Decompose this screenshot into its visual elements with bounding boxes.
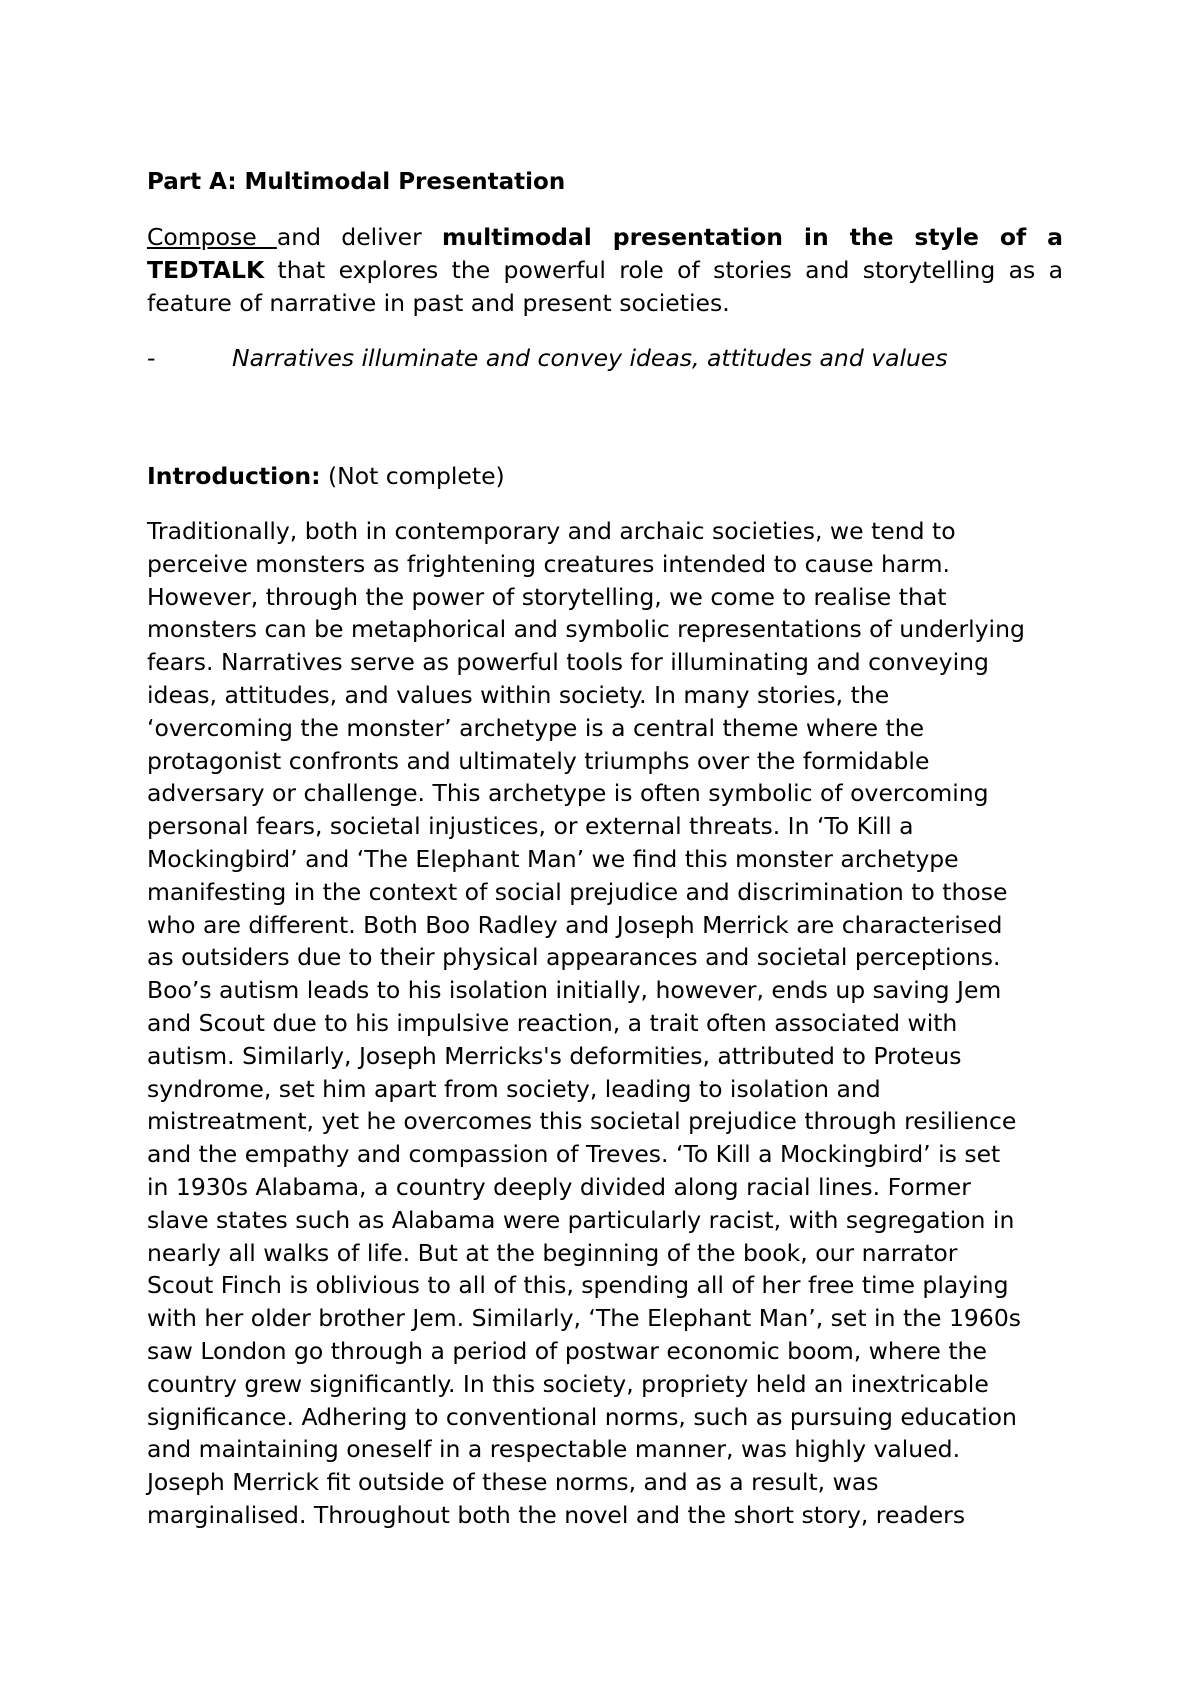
task-text-1: and deliver xyxy=(276,223,442,251)
body-line: who are different. Both Boo Radley and Joseph Merrick are characterised xyxy=(147,910,1003,939)
body-line: mistreatment, yet he overcomes this societal prejudice through resilience xyxy=(147,1107,1017,1136)
body-line: as outsiders due to their physical appearances and societal perceptions. xyxy=(147,943,1001,972)
body-line: nearly all walks of life. But at the beginning of the book, our narrator xyxy=(147,1238,958,1267)
section-heading: Part A: Multimodal Presentation xyxy=(147,169,566,195)
body-line: and maintaining oneself in a respectable manner, was highly valued. xyxy=(147,1435,961,1464)
introduction-body xyxy=(147,515,1063,1532)
body-line: monsters can be metaphorical and symbolic representations of underlying xyxy=(147,615,1025,644)
body-line: personal fears, societal injustices, or external threats. In ‘To Kill a xyxy=(147,812,914,841)
body-line: Traditionally, both in contemporary and archaic societies, we tend to xyxy=(147,517,956,545)
body-line: Boo’s autism leads to his isolation initially, however, ends up saving Jem xyxy=(147,976,1002,1005)
body-line: marginalised. Throughout both the novel and the short story, readers xyxy=(147,1500,966,1529)
body-line: However, through the power of storytelling, we come to realise that xyxy=(147,582,947,611)
document-content xyxy=(147,166,1063,1532)
body-line: saw London go through a period of postwar economic boom, where the xyxy=(147,1336,987,1365)
body-line: Mockingbird’ and ‘The Elephant Man’ we find this monster archetype xyxy=(147,844,959,873)
introduction-label: Introduction: xyxy=(147,462,321,490)
task-text-2: that explores the powerful role of stories and storytelling as a feature of narrative in past and present societies. xyxy=(147,256,1063,317)
bullet-text: Narratives illuminate and convey ideas, attitudes and values xyxy=(232,344,948,372)
body-line: and the empathy and compassion of Treves. ‘To Kill a Mockingbird’ is set xyxy=(147,1140,1001,1169)
body-line: Scout Finch is oblivious to all of this, spending all of her free time playing xyxy=(147,1271,1009,1300)
task-description xyxy=(147,221,1063,320)
task-verb: Compose xyxy=(147,223,277,251)
bullet-point xyxy=(147,342,1063,375)
body-line: perceive monsters as frightening creatures intended to cause harm. xyxy=(147,549,950,578)
body-line: and Scout due to his impulsive reaction, a trait often associated with xyxy=(147,1008,958,1037)
body-line: with her older brother Jem. Similarly, ‘The Elephant Man’, set in the 1960s xyxy=(147,1304,1022,1333)
body-line: in 1930s Alabama, a country deeply divided along racial lines. Former xyxy=(147,1172,971,1201)
body-line: protagonist confronts and ultimately triumphs over the formidable xyxy=(147,746,930,775)
body-line: autism. Similarly, Joseph Merricks's deformities, attributed to Proteus xyxy=(147,1041,962,1070)
introduction-note: (Not complete) xyxy=(320,462,505,490)
body-line: fears. Narratives serve as powerful tools for illuminating and conveying xyxy=(147,648,989,677)
body-line: ‘overcoming the monster’ archetype is a central theme where the xyxy=(147,713,925,742)
body-line: Joseph Merrick fit outside of these norms, and as a result, was xyxy=(147,1468,879,1497)
body-line: significance. Adhering to conventional norms, such as pursuing education xyxy=(147,1402,1017,1431)
task-bold-phrase: multimodal presentation in the style of a TEDTALK xyxy=(147,223,1063,284)
body-line: slave states such as Alabama were particularly racist, with segregation in xyxy=(147,1205,1015,1234)
bullet-marker: - xyxy=(147,344,156,372)
body-line: ideas, attitudes, and values within society. In many stories, the xyxy=(147,680,890,709)
introduction-heading xyxy=(147,460,1063,493)
body-line: manifesting in the context of social prejudice and discrimination to those xyxy=(147,877,1008,906)
body-line: adversary or challenge. This archetype is often symbolic of overcoming xyxy=(147,779,989,808)
body-line: syndrome, set him apart from society, leading to isolation and xyxy=(147,1074,881,1103)
body-line: country grew significantly. In this society, propriety held an inextricable xyxy=(147,1369,989,1398)
